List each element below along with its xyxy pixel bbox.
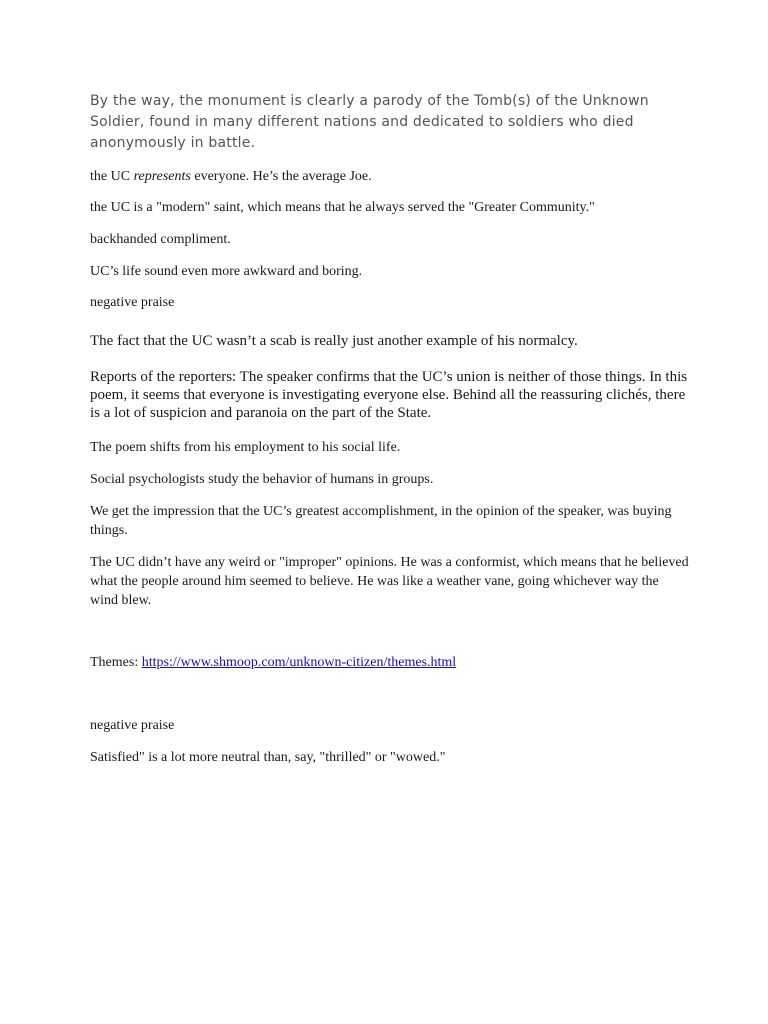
text-run: the UC	[90, 169, 134, 184]
paragraph-satisfied: Satisfied" is a lot more neutral than, say, "thrilled" or "wowed."	[90, 750, 446, 765]
paragraph-awkward-boring: UC’s life sound even more awkward and boring.	[90, 264, 363, 279]
paragraph-poem-shifts: The poem shifts from his employment to his social life.	[90, 440, 401, 455]
paragraph-monument-parody: By the way, the monument is clearly a parody of the Tomb(s) of the Unknown Soldier, found in many different nations and dedicated to soldiers who died anonymously in battle.	[90, 93, 649, 151]
text-run: everyone. He’s the average Joe.	[190, 169, 372, 184]
paragraph-negative-praise-2: negative praise	[90, 718, 175, 733]
paragraph-conformist: The UC didn’t have any weird or "improper" opinions. He was a conformist, which means that he believed what the people around him seemed to believe. He was like a weather vane, going whichever way the wind blew.	[90, 555, 689, 608]
paragraph-social-psychologists: Social psychologists study the behavior of humans in groups.	[90, 472, 434, 487]
paragraph-themes	[90, 654, 456, 672]
paragraph-reports-of-reporters: Reports of the reporters: The speaker confirms that the UC’s union is neither of those things. In this poem, it seems that everyone is investigating everyone else. Behind all the reassuring clichés, there is a lot of suspicion and paranoia on the part of the State.	[90, 369, 688, 421]
paragraph-greatest-accomplishment: We get the impression that the UC’s greatest accomplishment, in the opinion of the speaker, was buying things.	[90, 504, 672, 538]
paragraph-not-a-scab: The fact that the UC wasn’t a scab is really just another example of his normalcy.	[90, 333, 578, 349]
paragraph-uc-represents	[90, 168, 372, 186]
themes-label: Themes:	[90, 655, 142, 670]
themes-link[interactable]: https://www.shmoop.com/unknown-citizen/themes.html	[141, 655, 457, 670]
emphasis-represents: represents	[133, 169, 191, 184]
paragraph-backhanded-compliment: backhanded compliment.	[90, 232, 231, 247]
paragraph-modern-saint: the UC is a "modern" saint, which means that he always served the "Greater Community."	[90, 200, 595, 215]
paragraph-negative-praise: negative praise	[90, 295, 175, 310]
